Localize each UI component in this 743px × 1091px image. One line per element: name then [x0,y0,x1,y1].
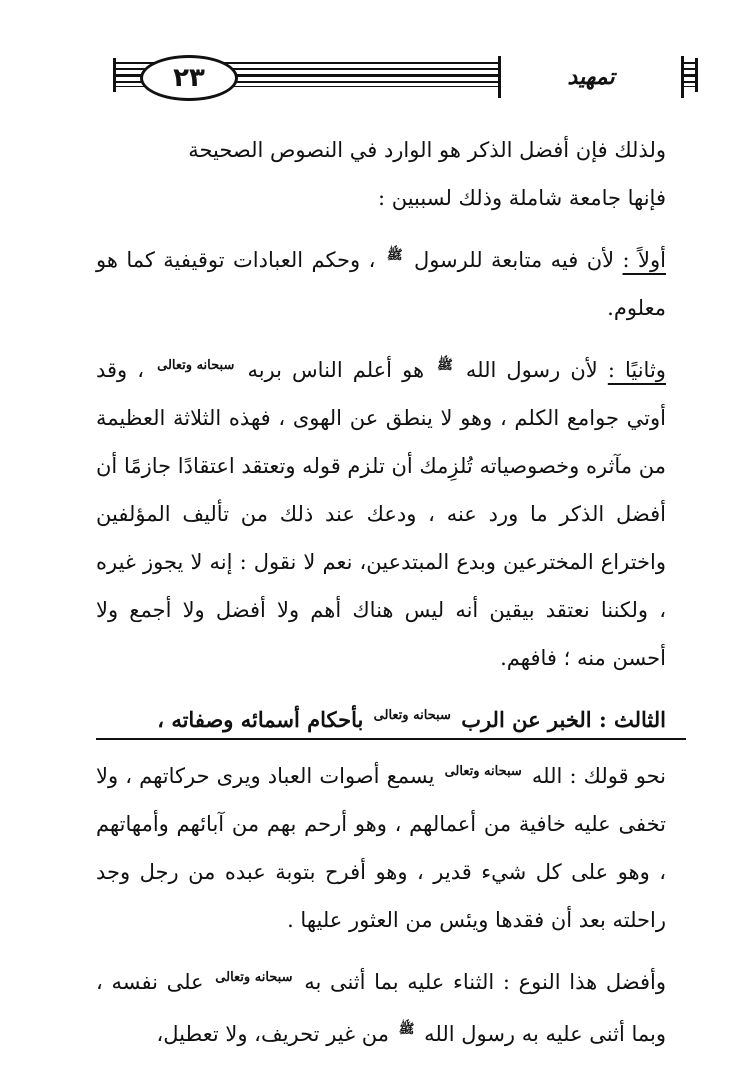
paragraph-examples [96,748,666,944]
honorific-glyph: ﷺ [398,1022,415,1037]
text-span: ، وحكم العبادات توقيفية كما هو معلوم. [96,248,666,320]
text-span: الثالث : الخبر عن الرب [461,707,666,732]
text-span: بأحكام أسمائه وصفاته ، [157,707,364,732]
paragraph-text [96,748,666,944]
reason-label: وثانيًا : [607,358,666,382]
rule-end-right [695,58,698,92]
text-span: لأن رسول الله [465,358,598,382]
paragraph-text [96,692,666,744]
paragraph-text [96,232,666,332]
text-span: ، وقد أوتي جوامع الكلم ، وهو لا ينطق عن الهوى ، فهذه الثلاثة العظيمة من مآثره وخصوصياته تُلزِمك أن تلزم قوله وتعتقد اعتقادًا جازمًا أن أفضل الذكر ما ورد عنه ، ودعك عند ذلك من تأليف المؤلفين واختراع المخترعين وبدع المبتدعين، نعم لا نقول : إنه لا يجوز غيره ، ولكننا نعتقد بيقين أنه ليس هناك أهم ولا أفضل ولا أجمع ولا أحسن منه ؛ فافهم. [96,358,666,670]
honorific-glyph: سبحانه وتعالى [215,970,293,985]
text-span: يسمع أصوات العباد ويرى حركاتهم ، ولا تخفى عليه خافية من أعمالهم ، وهو أرحم بهم من آبائهم وأمهاتهم ، وهو على كل شيء قدير ، وهو أفرح بتوبة عبده من رجل وجد راحلته بعد أن فقدها ويئس من العثور عليها . [96,764,666,932]
text-span: من غير تحريف، ولا تعطيل، [156,1022,390,1046]
chapter-title [498,56,684,98]
text-span: هو أعلم الناس بربه [247,358,425,382]
text-line: ولذلك فإن أفضل الذكر هو الوارد في النصوص الصحيحة [188,138,666,162]
paragraph-first-reason [96,232,666,332]
page-body [96,126,666,1068]
page-number-text: ٢٣ [173,63,205,93]
paragraph-second-reason [96,342,666,682]
honorific-glyph: ﷺ [437,358,453,373]
text-span: نحو قولك : الله [531,764,666,788]
honorific-glyph: سبحانه وتعالى [444,764,522,779]
honorific-glyph: سبحانه وتعالى [373,708,451,723]
paragraph-intro [96,126,666,222]
text-line: فإنها جامعة شاملة وذلك لسببين : [377,186,666,210]
paragraph-third-reason [96,692,666,744]
text-span: وأفضل هذا النوع : الثناء عليه بما أثنى به [304,970,666,994]
page-header [0,0,743,120]
page-number [140,55,238,101]
paragraph-text [96,342,666,682]
chapter-title-text: تمهيد [567,64,615,90]
paragraph-best-type [96,954,666,1058]
honorific-glyph: ﷺ [386,248,403,263]
text-span: على نفسه ، وبما أثنى عليه به رسول الله [96,970,666,1046]
text-span: لأن فيه متابعة للرسول [413,248,615,272]
reason-label: أولاً : [622,248,666,272]
rule-end-left [113,58,116,92]
honorific-glyph: سبحانه وتعالى [157,358,235,373]
paragraph-text [96,954,666,1058]
